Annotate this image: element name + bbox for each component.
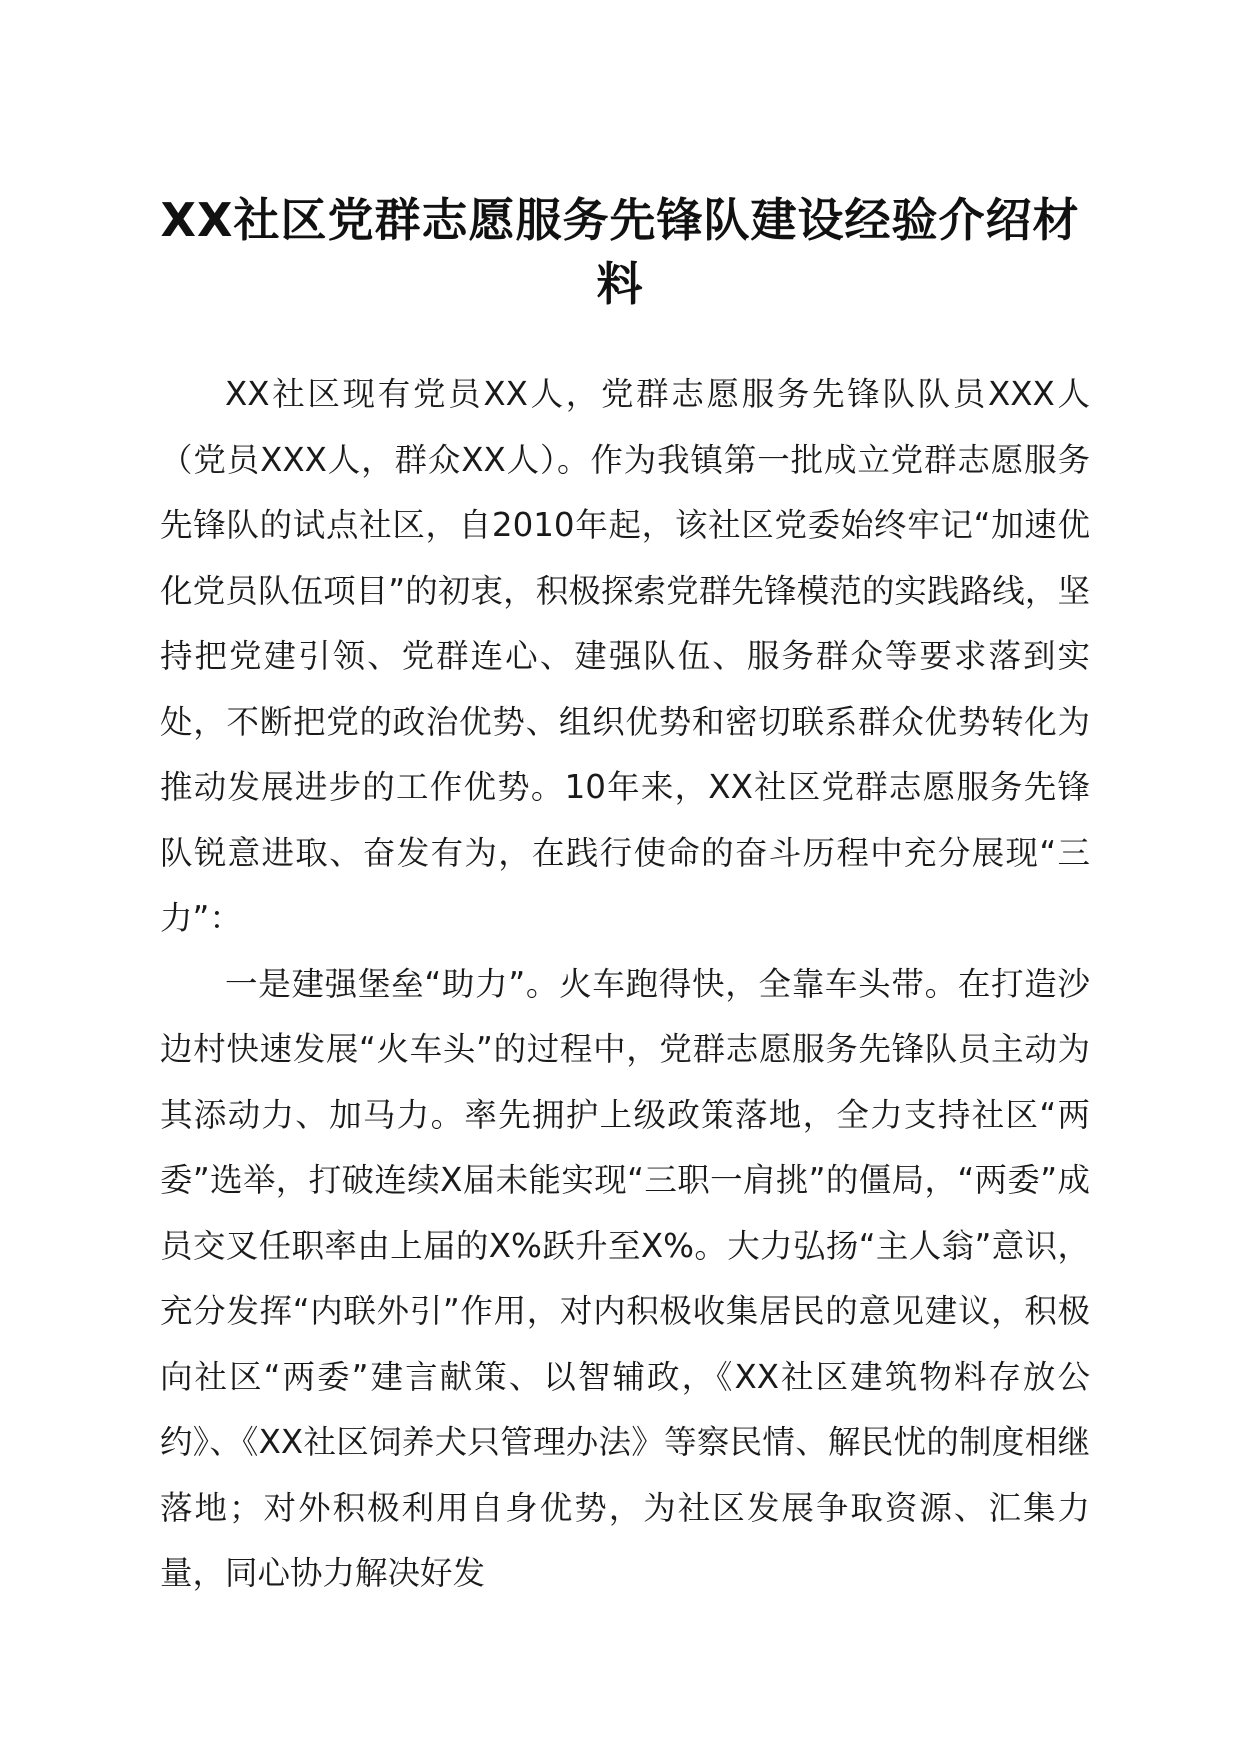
paragraph-point-one: 一是建强堡垒“助力”。火车跑得快，全靠车头带。在打造沙边村快速发展“火车头”的过程中，党群志愿服务先锋队员主动为其添动力、加马力。率先拥护上级政策落地，全力支持社区“两委”选举，打破连续X届未能实现“三职一肩挑”的僵局，“两委”成员交叉任职率由上届的X%跃升至X%。大力弘扬“主人翁”意识，充分发挥“内联外引”作用，对内积极收集居民的意见建议，积极向社区“两委”建言献策、以智辅政，《XX社区建筑物料存放公约》、《XX社区饲养犬只管理办法》等察民情、解民忧的制度相继落地；对外积极利用自身优势，为社区发展争取资源、汇集力量，同心协力解决好发 xyxy=(160,964,1090,1592)
document-body xyxy=(160,362,1090,1607)
paragraph-intro: XX社区现有党员XX人，党群志愿服务先锋队队员XXX人（党员XXX人，群众XX人）。作为我镇第一批成立党群志愿服务先锋队的试点社区，自2010年起，该社区党委始终牢记“加速优化党员队伍项目”的初衷，积极探索党群先锋模范的实践路线，坚持把党建引领、党群连心、建强队伍、服务群众等要求落到实处，不断把党的政治优势、组织优势和密切联系群众优势转化为推动发展进步的工作优势。10年来，XX社区党群志愿服务先锋队锐意进取、奋发有为，在践行使命的奋斗历程中充分展现“三力”： xyxy=(160,375,1090,937)
document-title: XX社区党群志愿服务先锋队建设经验介绍材料 xyxy=(160,193,1080,311)
